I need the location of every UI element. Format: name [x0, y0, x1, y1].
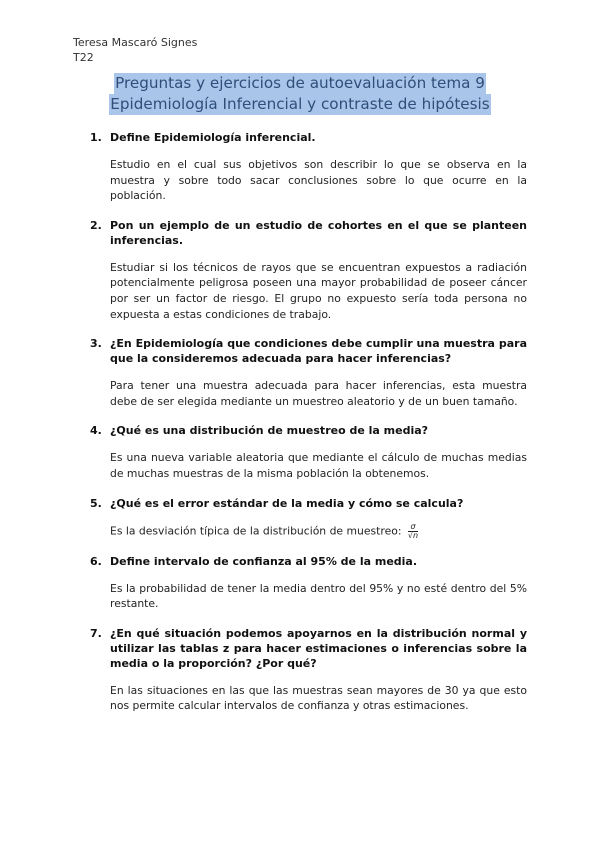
answer-text: Estudiar si los técnicos de rayos que se encuentran expuestos a radiación potencialmente peligrosa poseen una mayor probabilidad de poseer cáncer por ser un factor de riesgo. El grupo no expuesto sería toda persona no expuesta a estas condiciones de trabajo.: [110, 260, 527, 321]
answer-text: Es la probabilidad de tener la media dentro del 95% y no esté dentro del 5% restante.: [110, 581, 527, 611]
answer-text: Estudio en el cual sus objetivos son describir lo que se observa en la muestra y sobre todo sacar conclusiones sobre lo que ocurre en la población.: [110, 158, 527, 203]
answer-text: En las situaciones en las que las muestras sean mayores de 30 ya que esto nos permite calcular intervalos de confianza y otras estimaciones.: [110, 683, 527, 713]
question-list: [90, 130, 527, 728]
question-number: 3.: [90, 337, 102, 351]
document-title: [0, 73, 600, 115]
question-number: 5.: [90, 496, 102, 510]
author-name: Teresa Mascaró Signes: [73, 36, 198, 49]
document-code: T22: [73, 51, 94, 64]
question-text: ¿Qué es el error estándar de la media y cómo se calcula?: [110, 496, 464, 510]
question-text: Pon un ejemplo de un estudio de cohortes en el que se planteen inferencias.: [110, 218, 527, 247]
formula-denominator: √n: [407, 530, 419, 540]
answer-text: Para tener una muestra adecuada para hacer inferencias, esta muestra debe de ser elegida mediante un muestreo aleatorio y de un buen tamaño.: [110, 379, 527, 408]
standard-error-formula: [408, 523, 418, 540]
question-number: 2.: [90, 218, 102, 232]
question-item-1: [90, 130, 527, 204]
question-number: 6.: [90, 554, 102, 568]
question-number: 1.: [90, 131, 102, 144]
question-item-6: [90, 554, 527, 612]
question-text: ¿En Epidemiología que condiciones debe cumplir una muestra para que la consideremos adecuada para hacer inferencias?: [110, 337, 527, 366]
question-number: 4.: [90, 424, 102, 438]
question-text: ¿Qué es una distribución de muestreo de la media?: [110, 424, 429, 438]
answer-text: Es una nueva variable aleatoria que mediante el cálculo de muchas medias de muchas muestras de la misma población la obtenemos.: [110, 451, 527, 480]
answer-text: Es la desviación típica de la distribución de muestreo:: [110, 524, 402, 538]
question-item-4: [90, 423, 527, 481]
question-item-7: [90, 626, 527, 714]
question-item-2: [90, 218, 527, 322]
question-item-5: [90, 496, 527, 540]
document-header: [73, 35, 197, 65]
question-number: 7.: [90, 626, 102, 640]
question-item-3: [90, 336, 527, 409]
question-text: ¿En qué situación podemos apoyarnos en la distribución normal y utilizar las tablas z para hacer estimaciones o inferencias sobre la media o la proporción? ¿Por qué?: [110, 626, 527, 670]
title-line-1: Preguntas y ejercicios de autoevaluación tema 9: [115, 74, 485, 92]
answer-with-formula: [110, 523, 527, 540]
formula-numerator: σ: [408, 523, 418, 532]
title-line-2: Epidemiología Inferencial y contraste de hipótesis: [110, 95, 490, 113]
question-text: Define Epidemiología inferencial.: [110, 131, 316, 144]
question-text: Define intervalo de confianza al 95% de la media.: [110, 554, 418, 568]
